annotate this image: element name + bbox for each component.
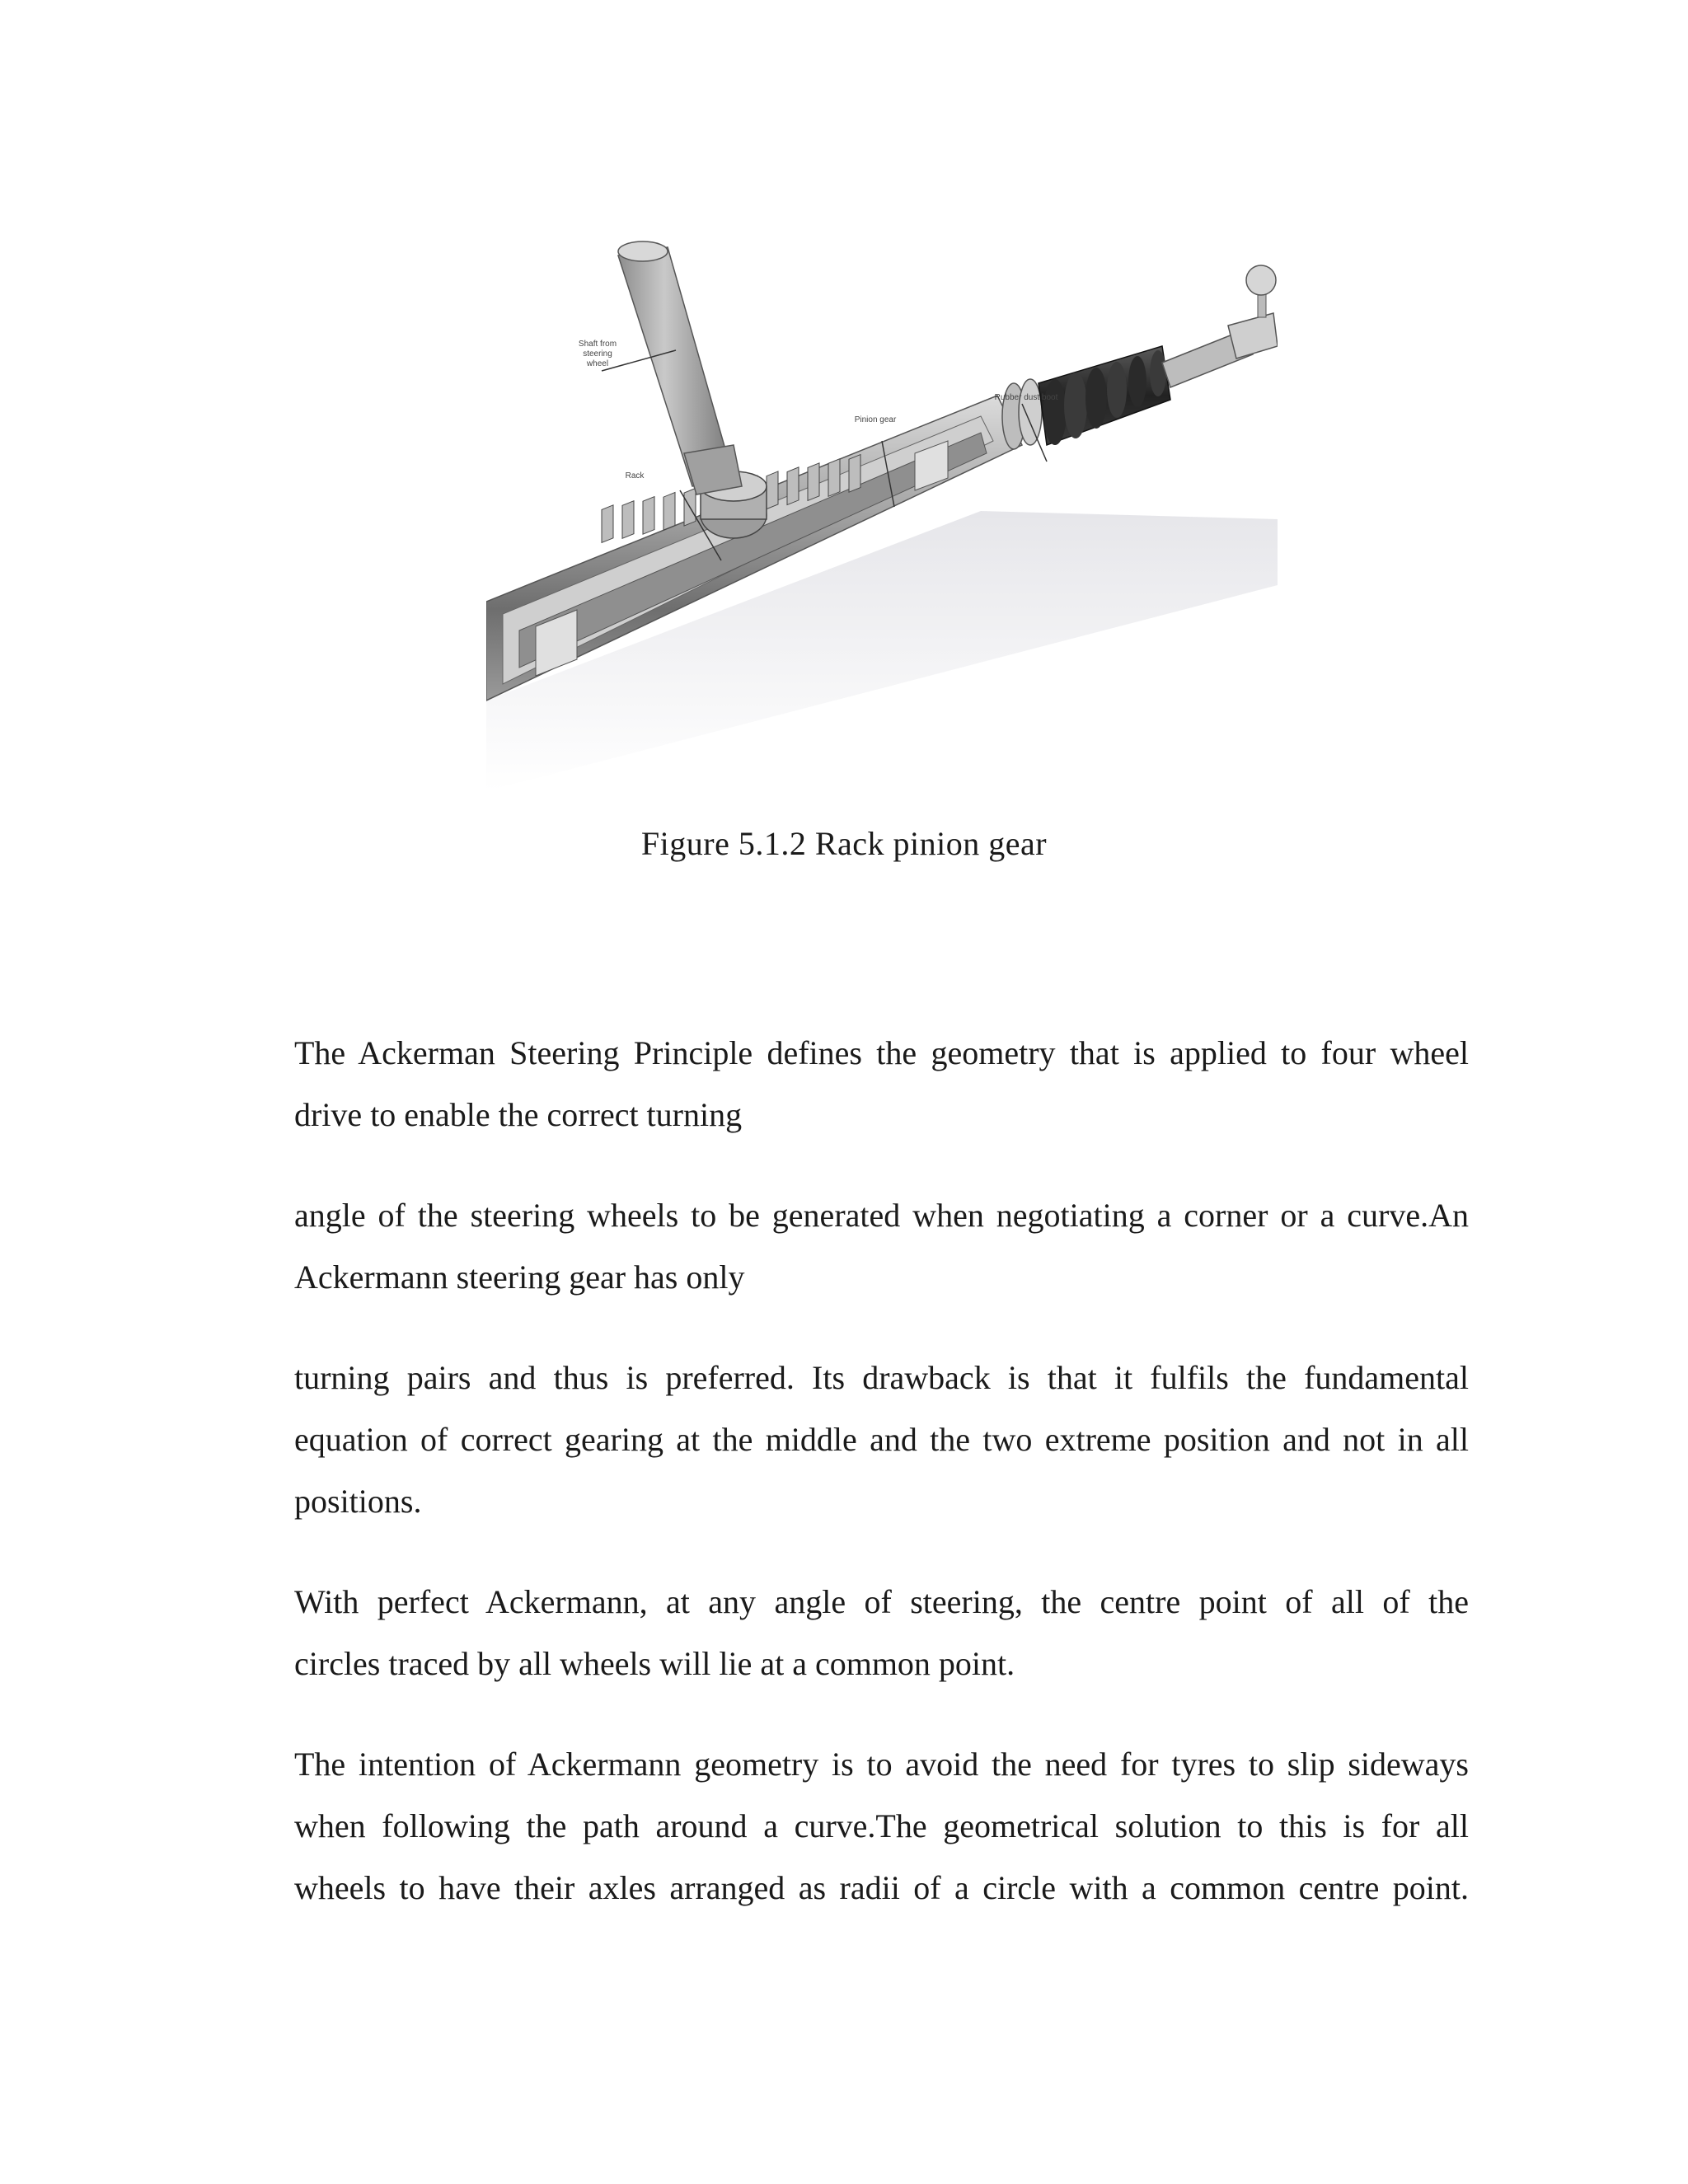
rack-pinion-illustration — [486, 239, 1278, 791]
callout-shaft-line2: steering — [583, 349, 612, 359]
rubber-dust-boot — [1039, 346, 1170, 445]
callout-rack: Rack — [625, 471, 645, 480]
paragraph-line: drive to enable the correct turning — [294, 1096, 743, 1133]
paragraph-2 — [294, 1184, 1469, 1308]
paragraph-4 — [294, 1571, 1469, 1694]
paragraph-line: The Ackerman Steering Principle defines the geometry that is applied to four wheel — [294, 1034, 1469, 1071]
callout-shaft-line3: wheel — [586, 359, 609, 368]
paragraph-line: The intention of Ackermann geometry is to avoid the need for tyres to slip sideways — [294, 1746, 1469, 1783]
tie-rod-end — [1162, 265, 1278, 387]
steering-shaft — [618, 241, 742, 494]
paragraph-line: wheels to have their axles arranged as radii of a circle with a common centre point. — [294, 1869, 1469, 1906]
callout-rubber-dust-boot: Rubber dust boot — [994, 393, 1058, 402]
paragraph-line: equation of correct gearing at the middle and the two extreme position and not in all — [294, 1421, 1469, 1458]
paragraph-1 — [294, 1022, 1469, 1146]
figure-caption: Figure 5.1.2 Rack pinion gear — [640, 825, 1048, 862]
paragraph-line: circles traced by all wheels will lie at a common point. — [294, 1645, 1015, 1682]
paragraph-line: positions. — [294, 1483, 422, 1520]
rack-pinion-figure — [486, 239, 1278, 791]
callout-shaft-line1: Shaft from — [578, 340, 617, 349]
paragraph-line: Ackermann steering gear has only — [294, 1258, 745, 1296]
paragraph-3 — [294, 1347, 1469, 1532]
paragraph-line: when following the path around a curve.The geometrical solution to this is for all — [294, 1807, 1469, 1844]
paragraph-line: With perfect Ackermann, at any angle of steering, the centre point of all of the — [294, 1583, 1469, 1620]
collar-rings — [1002, 379, 1042, 449]
floor-shadow — [486, 511, 1278, 791]
paragraph-line: turning pairs and thus is preferred. Its drawback is that it fulfils the fundamental — [294, 1359, 1469, 1396]
paragraph-5 — [294, 1733, 1469, 1919]
body-text — [294, 1022, 1469, 1957]
callout-pinion-gear: Pinion gear — [854, 415, 897, 424]
paragraph-line: angle of the steering wheels to be generated when negotiating a corner or a curve.An — [294, 1197, 1469, 1234]
